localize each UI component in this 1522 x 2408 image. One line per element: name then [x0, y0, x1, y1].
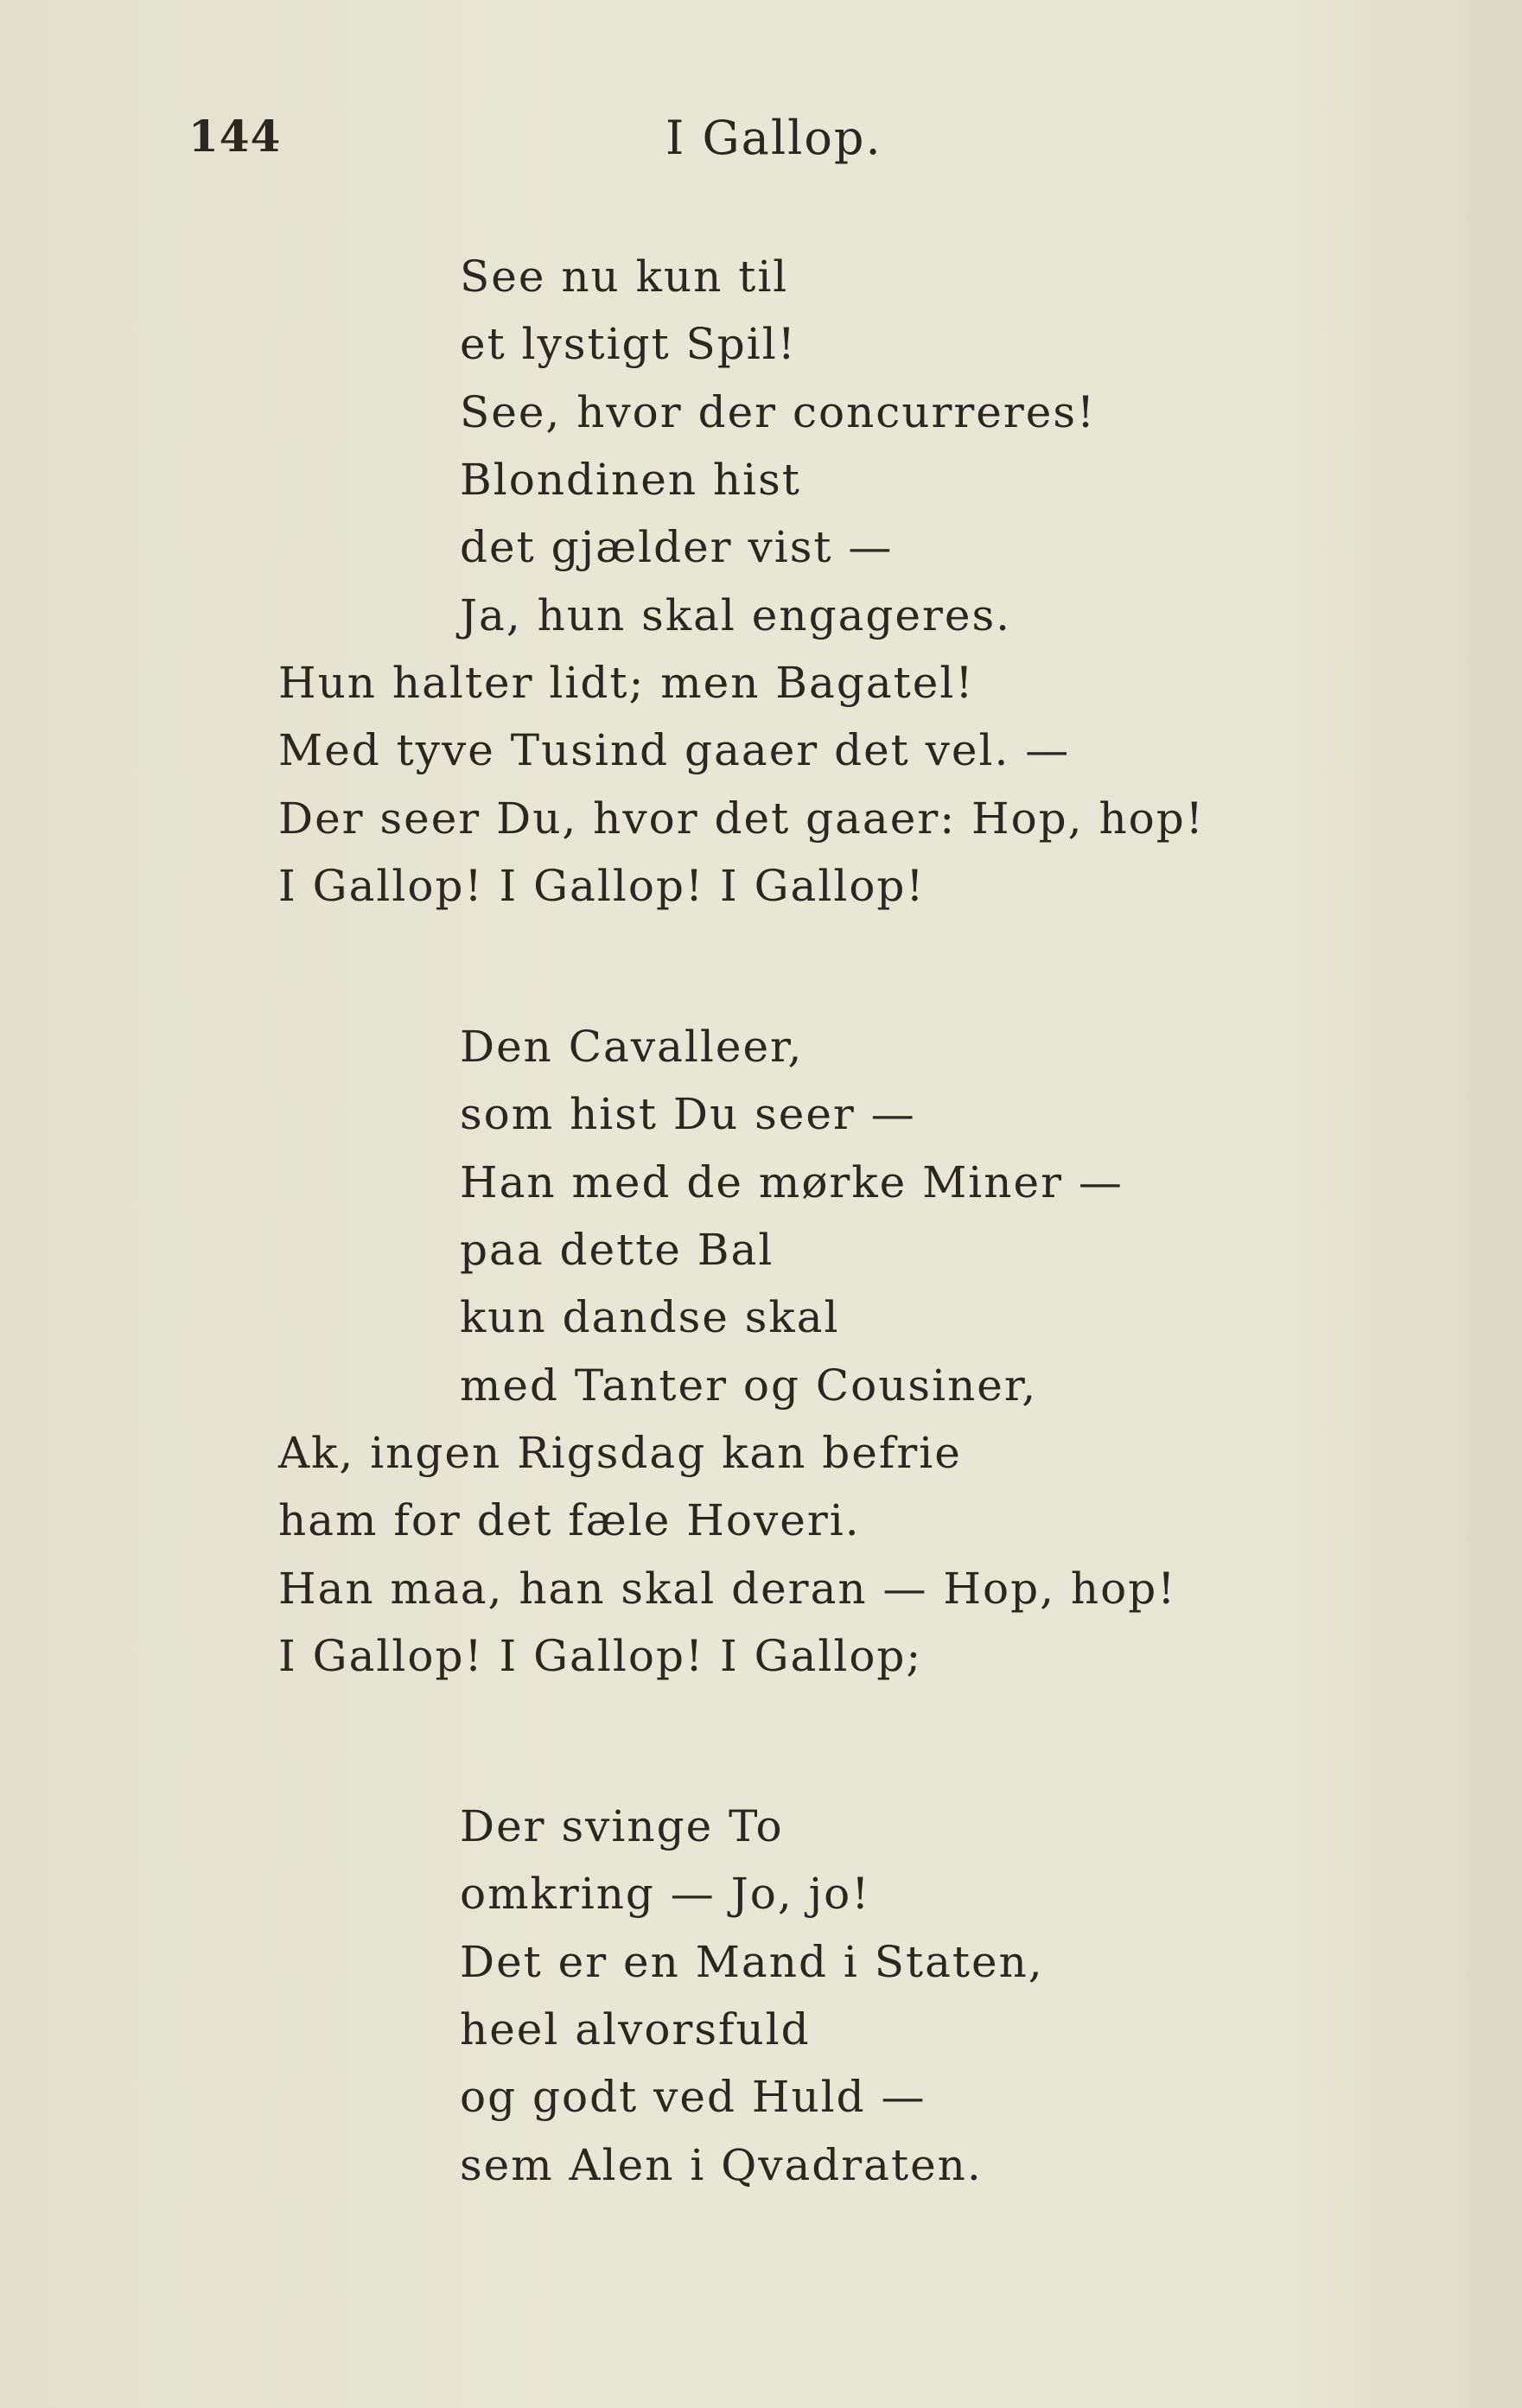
poem-line: kun dandse skal	[460, 1292, 840, 1342]
page-header	[0, 111, 1522, 171]
poem-line: Han maa, han skal deran — Hop, hop!	[278, 1564, 1177, 1614]
poem-line: et lystigt Spil!	[460, 319, 797, 369]
poem-line: Der svinge To	[460, 1801, 784, 1851]
poem-line: Den Cavalleer,	[460, 1022, 804, 1072]
poem-line: Hun halter lidt; men Bagatel!	[278, 658, 975, 708]
poem-line: Der seer Du, hvor det gaaer: Hop, hop!	[278, 793, 1205, 844]
poem-line: Med tyve Tusind gaaer det vel. —	[278, 725, 1071, 775]
poem-line: med Tanter og Cousiner,	[460, 1360, 1038, 1411]
poem-line: See, hvor der concurreres!	[460, 387, 1097, 437]
poem-line: sem Alen i Qvadraten.	[460, 2140, 983, 2190]
page-number: 144	[188, 111, 282, 162]
poem-line: det gjælder vist —	[460, 522, 894, 572]
poem-line: og godt ved Huld —	[460, 2072, 927, 2122]
running-head: I Gallop.	[665, 111, 882, 165]
poem-line: I Gallop! I Gallop! I Gallop!	[278, 861, 926, 911]
poem-line: Det er en Mand i Staten,	[460, 1937, 1044, 1987]
poem-line: Blondinen hist	[460, 455, 801, 505]
poem-line: Ja, hun skal engageres.	[460, 590, 1012, 640]
poem-line: som hist Du seer —	[460, 1089, 916, 1139]
poem-line: ham for det fæle Hoveri.	[278, 1495, 861, 1545]
poem-line: heel alvorsfuld	[460, 2004, 811, 2054]
poem-line: Ak, ingen Rigsdag kan befrie	[278, 1428, 962, 1478]
poem-line: paa dette Bal	[460, 1225, 774, 1275]
poem-line: I Gallop! I Gallop! I Gallop;	[278, 1631, 923, 1681]
poem-line: omkring — Jo, jo!	[460, 1869, 871, 1919]
poem-line: Han med de mørke Miner —	[460, 1157, 1124, 1207]
poem-line: See nu kun til	[460, 252, 789, 302]
